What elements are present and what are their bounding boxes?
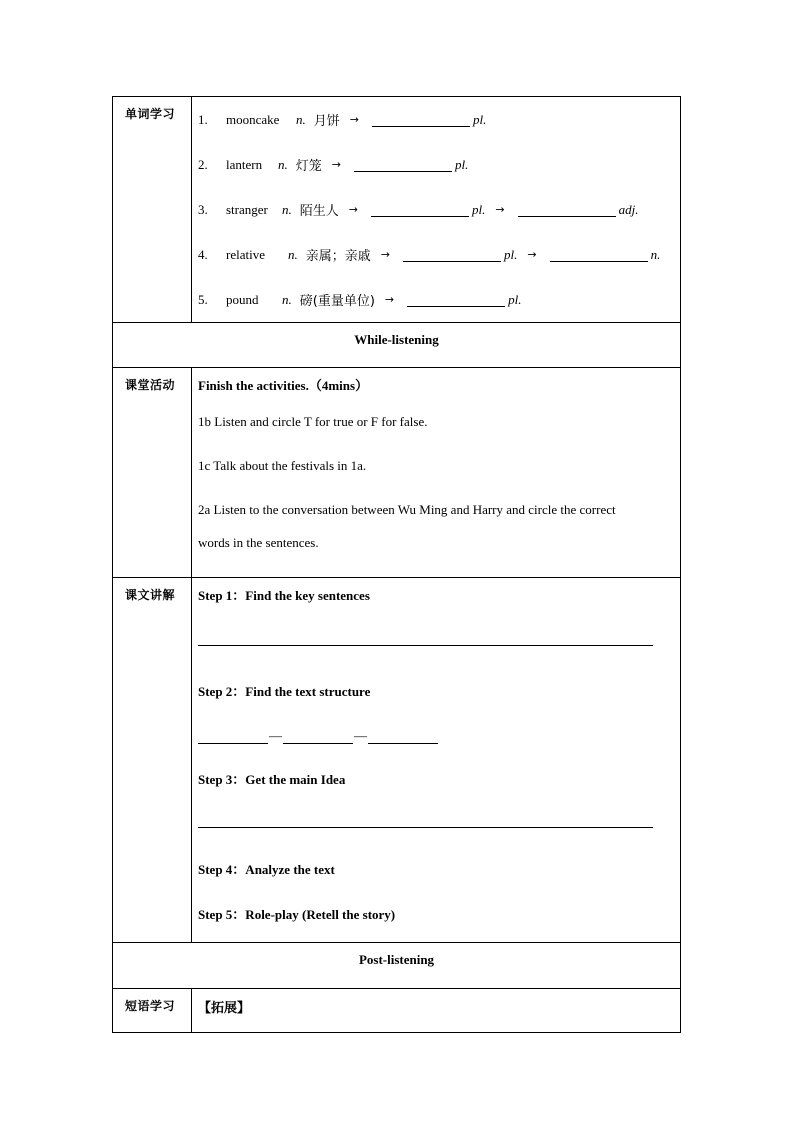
- worksheet-document: [112, 96, 681, 1023]
- post-listening-title: Post-listening: [113, 943, 681, 989]
- form-label: adj.: [618, 201, 639, 217]
- vocab-word: stranger: [226, 201, 268, 217]
- step-1: Step 1：Find the key sentences: [198, 587, 370, 603]
- while-listening-header-row: [113, 323, 681, 368]
- item-number: 5.: [198, 291, 208, 307]
- answer-blank[interactable]: [371, 202, 469, 217]
- arrow-right-icon: →: [384, 293, 395, 306]
- text-study-label: 课文讲解: [125, 588, 176, 602]
- structure-blank[interactable]: [283, 729, 353, 744]
- vocab-meaning: 亲属；亲戚: [305, 249, 371, 264]
- while-listening-title: While-listening: [113, 323, 681, 368]
- vocab-label: 单词学习: [125, 107, 176, 121]
- text-study-row: [113, 578, 681, 943]
- vocab-word: pound: [226, 291, 259, 307]
- phrase-row: [113, 989, 681, 1033]
- vocab-meaning: 月饼: [313, 114, 340, 129]
- vocab-meaning: 灯笼: [295, 159, 322, 174]
- text-study-content-cell: [192, 578, 681, 943]
- part-of-speech: n.: [282, 291, 292, 307]
- item-number: 2.: [198, 156, 208, 172]
- form-label: n.: [650, 246, 661, 262]
- part-of-speech: n.: [282, 201, 292, 217]
- vocab-item: [198, 187, 674, 232]
- dash: —: [269, 728, 282, 743]
- answer-line[interactable]: [198, 826, 653, 828]
- activity-content-cell: [192, 368, 681, 578]
- vocab-row: [113, 97, 681, 323]
- activity-label-cell: [113, 368, 192, 578]
- post-listening-header-row: [113, 943, 681, 989]
- form-label: pl.: [471, 201, 486, 217]
- phrase-content-cell: [192, 989, 681, 1033]
- arrow-right-icon: →: [527, 248, 537, 261]
- answer-blank[interactable]: [550, 247, 648, 262]
- activity-heading: Finish the activities.（4mins）: [198, 377, 369, 393]
- form-label: pl.: [454, 156, 469, 172]
- dash: —: [354, 728, 367, 743]
- answer-blank[interactable]: [372, 112, 470, 127]
- activity-row: [113, 368, 681, 578]
- step-3: Step 3：Get the main Idea: [198, 771, 346, 787]
- part-of-speech: n.: [296, 111, 306, 127]
- activity-task: 1c Talk about the festivals in 1a.: [198, 458, 367, 473]
- answer-line[interactable]: [198, 644, 653, 646]
- item-number: 1.: [198, 111, 208, 127]
- vocab-meaning: 陌生人: [299, 204, 339, 219]
- structure-blank[interactable]: [368, 729, 438, 744]
- answer-blank[interactable]: [354, 157, 452, 172]
- vocab-label-cell: [113, 97, 192, 323]
- answer-blank[interactable]: [403, 247, 501, 262]
- phrase-label: 短语学习: [125, 999, 176, 1013]
- vocab-word: lantern: [226, 156, 263, 172]
- vocab-item: [198, 142, 674, 187]
- worksheet-table: [112, 96, 681, 1033]
- item-number: 4.: [198, 246, 208, 262]
- part-of-speech: n.: [288, 246, 298, 262]
- step-2: Step 2：Find the text structure: [198, 683, 371, 699]
- arrow-right-icon: →: [331, 158, 341, 171]
- item-number: 3.: [198, 201, 208, 217]
- vocab-content-cell: [192, 97, 681, 323]
- vocab-item: [198, 277, 674, 322]
- vocab-item: [198, 97, 674, 142]
- form-label: pl.: [503, 246, 518, 262]
- activity-task: 1b Listen and circle T for true or F for false.: [198, 414, 428, 429]
- activity-label: 课堂活动: [125, 378, 176, 392]
- text-study-label-cell: [113, 578, 192, 943]
- structure-blanks: [198, 706, 674, 750]
- part-of-speech: n.: [278, 156, 288, 172]
- arrow-right-icon: →: [348, 203, 358, 216]
- answer-blank[interactable]: [407, 292, 505, 307]
- extension-label: 【拓展】: [198, 1001, 251, 1016]
- step-4: Step 4：Analyze the text: [198, 861, 335, 877]
- answer-blank[interactable]: [518, 202, 616, 217]
- structure-blank[interactable]: [198, 729, 268, 744]
- vocab-meaning: 磅(重量单位): [299, 294, 375, 309]
- vocab-word: mooncake: [226, 111, 280, 127]
- activity-task-continued: words in the sentences.: [198, 535, 319, 550]
- activity-task: 2a Listen to the conversation between Wu Ming and Harry and circle the correct: [198, 502, 616, 517]
- arrow-right-icon: →: [380, 248, 390, 261]
- step-5: Step 5：Role-play (Retell the story): [198, 906, 396, 922]
- arrow-right-icon: →: [349, 113, 359, 126]
- phrase-label-cell: [113, 989, 192, 1033]
- vocab-item: [198, 232, 674, 277]
- form-label: pl.: [472, 111, 487, 127]
- form-label: pl.: [508, 291, 522, 307]
- vocab-word: relative: [226, 246, 265, 262]
- arrow-right-icon: →: [495, 203, 505, 216]
